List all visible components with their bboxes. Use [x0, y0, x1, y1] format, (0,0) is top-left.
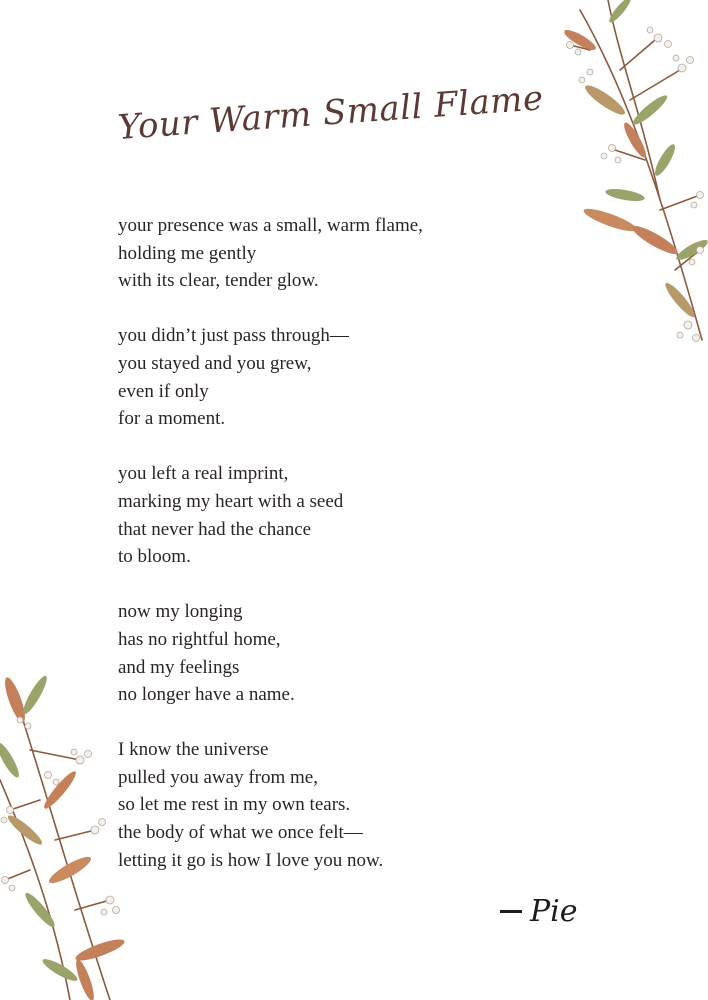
poem-line: and my feelings	[118, 656, 240, 678]
poem-line: the body of what we once felt—	[118, 822, 363, 844]
poem-line: for a moment.	[118, 408, 226, 430]
poem-line: you didn’t just pass through—	[118, 325, 349, 347]
poem-line: pulled you away from me,	[118, 766, 318, 788]
poem-line: has no rightful home,	[118, 628, 281, 650]
poem-line: so let me rest in my own tears.	[118, 794, 351, 816]
poem-title: Your Warm Small Flame	[116, 78, 545, 148]
poem-stanza	[118, 322, 578, 432]
poem-line: your presence was a small, warm flame,	[118, 215, 423, 236]
botanical-sprig-top-right-icon	[560, 0, 708, 370]
poem-stanza	[118, 736, 578, 874]
poem-line: with its clear, tender glow.	[118, 270, 319, 292]
poem-line: no longer have a name.	[118, 684, 295, 706]
signature-dash	[500, 910, 522, 913]
poem-line: to bloom.	[118, 546, 191, 568]
poem-stanza	[118, 598, 578, 708]
poem-line: letting it go is how I love you now.	[118, 849, 384, 871]
signature-name: Pie	[530, 894, 578, 929]
poem-line: even if only	[118, 380, 209, 402]
poem-line: I know the universe	[118, 739, 269, 761]
poem-line: marking my heart with a seed	[118, 490, 344, 512]
poem-stanza	[118, 460, 578, 570]
poem-line: now my longing	[118, 601, 243, 623]
signature	[500, 894, 578, 929]
poem-stanza	[118, 212, 578, 295]
poem-line: holding me gently	[118, 242, 257, 264]
poem-line: that never had the chance	[118, 518, 312, 540]
poem-line: you left a real imprint,	[118, 463, 289, 485]
poem-line: you stayed and you grew,	[118, 352, 312, 374]
poem-body	[118, 212, 578, 902]
